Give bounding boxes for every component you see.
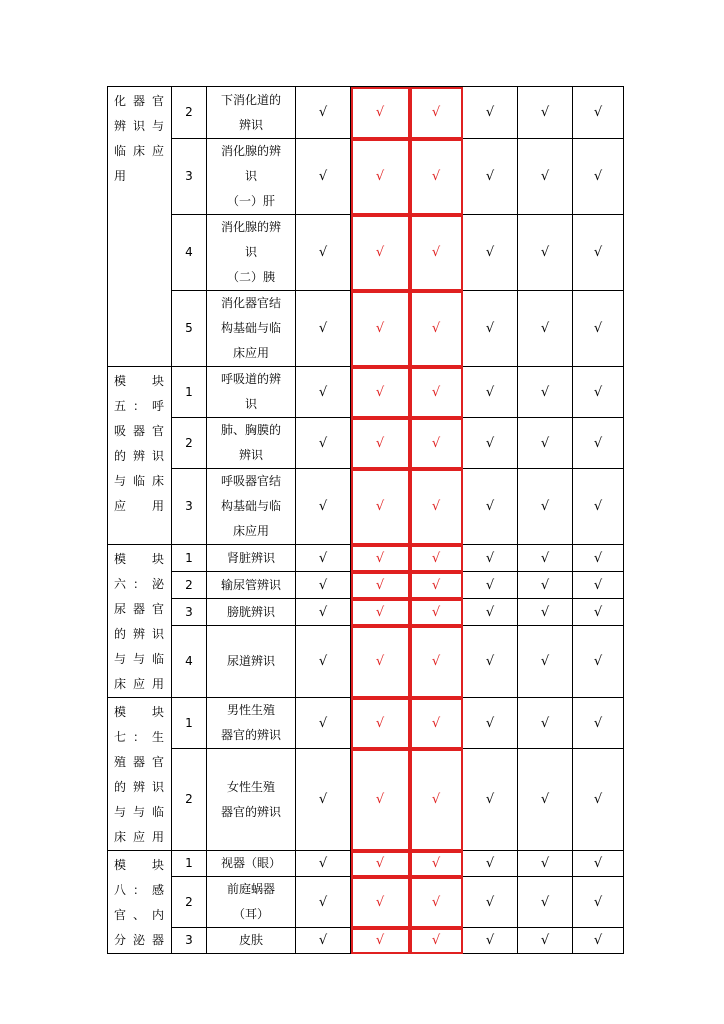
check-mark: √ (296, 572, 351, 599)
item-number: 2 (172, 418, 207, 469)
item-name-line: 尿道辨识 (226, 654, 275, 669)
module-line: 用 (114, 169, 128, 183)
table-row (108, 698, 624, 749)
table-row (108, 139, 624, 215)
table-row (108, 87, 624, 139)
highlighted-check-mark: √ (410, 749, 463, 851)
check-mark: √ (573, 291, 624, 367)
item-name (207, 877, 296, 928)
item-name (207, 626, 296, 698)
check-mark: √ (463, 545, 518, 572)
check-mark: √ (573, 215, 624, 291)
highlighted-check-mark: √ (410, 572, 463, 599)
check-mark: √ (518, 469, 573, 545)
check-mark: √ (463, 877, 518, 928)
module-line: 七：生 (114, 730, 165, 744)
table-row (108, 599, 624, 626)
table-row (108, 626, 624, 698)
check-mark: √ (573, 469, 624, 545)
item-number: 1 (172, 851, 207, 877)
check-mark: √ (296, 599, 351, 626)
check-mark: √ (463, 469, 518, 545)
course-table (107, 86, 624, 954)
item-name-line: 膀胱辨识 (226, 604, 275, 619)
item-name-line: 前庭蜗器 (226, 882, 275, 896)
check-mark: √ (573, 545, 624, 572)
check-mark: √ (518, 87, 573, 139)
highlighted-check-mark: √ (410, 139, 463, 215)
check-mark: √ (463, 87, 518, 139)
module-line: 床应用 (114, 830, 165, 844)
highlighted-check-mark: √ (351, 928, 410, 954)
highlighted-check-mark: √ (351, 572, 410, 599)
table-row (108, 291, 624, 367)
check-mark: √ (296, 291, 351, 367)
check-mark: √ (573, 626, 624, 698)
item-name (207, 139, 296, 215)
table-row (108, 749, 624, 851)
item-name-line: 识 (244, 169, 257, 183)
check-mark: √ (518, 215, 573, 291)
check-mark: √ (296, 877, 351, 928)
check-mark: √ (518, 572, 573, 599)
item-name (207, 572, 296, 599)
table-row (108, 928, 624, 954)
item-name-line: （一）肝 (226, 194, 275, 208)
item-name (207, 599, 296, 626)
item-name-line: 识 (244, 245, 257, 259)
item-number: 2 (172, 749, 207, 851)
module-line: 与临床 (114, 474, 165, 488)
item-name (207, 87, 296, 139)
item-name-line: （二）胰 (226, 270, 275, 284)
table-row (108, 877, 624, 928)
highlighted-check-mark: √ (410, 87, 463, 139)
check-mark: √ (296, 469, 351, 545)
highlighted-check-mark: √ (410, 928, 463, 954)
item-name-line: 肾脏辨识 (226, 550, 275, 565)
check-mark: √ (573, 367, 624, 418)
module-cell (108, 367, 172, 545)
check-mark: √ (296, 367, 351, 418)
item-name-line: 呼吸道的辨 (220, 372, 281, 386)
table-row (108, 215, 624, 291)
module-line: 殖器官 (114, 755, 165, 769)
item-number: 3 (172, 139, 207, 215)
item-name (207, 545, 296, 572)
check-mark: √ (518, 139, 573, 215)
item-number: 1 (172, 545, 207, 572)
check-mark: √ (463, 215, 518, 291)
table-row (108, 572, 624, 599)
check-mark: √ (573, 418, 624, 469)
check-mark: √ (518, 599, 573, 626)
highlighted-check-mark: √ (351, 599, 410, 626)
item-name-line: 呼吸器官结 (220, 474, 281, 488)
module-line: 尿器官 (114, 602, 165, 616)
check-mark: √ (296, 545, 351, 572)
item-number: 3 (172, 469, 207, 545)
check-mark: √ (463, 749, 518, 851)
module-line: 吸器官 (114, 424, 165, 438)
module-line: 的辨识 (114, 627, 165, 641)
item-number: 2 (172, 877, 207, 928)
item-name-line: 器官的辨识 (220, 728, 281, 742)
module-line: 的辨识 (114, 449, 165, 463)
item-name (207, 215, 296, 291)
item-name (207, 418, 296, 469)
highlighted-check-mark: √ (351, 626, 410, 698)
check-mark: √ (518, 626, 573, 698)
check-mark: √ (463, 367, 518, 418)
item-name (207, 698, 296, 749)
module-cell (108, 87, 172, 367)
module-line: 模 块 (114, 858, 165, 872)
module-line: 模 块 (114, 705, 165, 719)
highlighted-check-mark: √ (410, 545, 463, 572)
item-number: 4 (172, 626, 207, 698)
module-line: 辨识与 (114, 119, 165, 133)
highlighted-check-mark: √ (410, 367, 463, 418)
item-name (207, 928, 296, 954)
check-mark: √ (296, 418, 351, 469)
highlighted-check-mark: √ (351, 367, 410, 418)
check-mark: √ (296, 87, 351, 139)
check-mark: √ (296, 139, 351, 215)
highlighted-check-mark: √ (351, 877, 410, 928)
check-mark: √ (518, 291, 573, 367)
module-line: 五：呼 (114, 399, 165, 413)
module-line: 模 块 (114, 374, 165, 388)
check-mark: √ (518, 851, 573, 877)
check-mark: √ (296, 749, 351, 851)
module-line: 八：感 (114, 883, 165, 897)
check-mark: √ (463, 851, 518, 877)
check-mark: √ (573, 139, 624, 215)
module-line: 模 块 (114, 552, 165, 566)
check-mark: √ (518, 698, 573, 749)
item-number: 4 (172, 215, 207, 291)
module-line: 应用 (114, 499, 165, 513)
table-row (108, 851, 624, 877)
highlighted-check-mark: √ (410, 626, 463, 698)
item-name-line: 皮肤 (238, 933, 263, 947)
module-cell (108, 545, 172, 698)
check-mark: √ (463, 626, 518, 698)
item-number: 1 (172, 367, 207, 418)
module-line: 的辨识 (114, 780, 165, 794)
highlighted-check-mark: √ (351, 749, 410, 851)
module-line: 与与临 (114, 805, 165, 819)
item-number: 2 (172, 87, 207, 139)
item-number: 3 (172, 599, 207, 626)
check-mark: √ (463, 698, 518, 749)
item-name-line: 构基础与临 (220, 499, 281, 513)
highlighted-check-mark: √ (410, 418, 463, 469)
item-name (207, 749, 296, 851)
module-line: 临床应 (114, 144, 165, 158)
table-row (108, 367, 624, 418)
item-name-line: 识 (244, 397, 257, 411)
item-name-line: 床应用 (232, 524, 269, 538)
item-name (207, 851, 296, 877)
highlighted-check-mark: √ (351, 851, 410, 877)
module-line: 化器官 (114, 94, 165, 108)
highlighted-check-mark: √ (410, 215, 463, 291)
item-name-line: 输尿管辨识 (220, 577, 281, 592)
highlighted-check-mark: √ (351, 469, 410, 545)
item-name-line: 辨识 (238, 117, 263, 132)
check-mark: √ (573, 87, 624, 139)
item-name-line: 构基础与临 (220, 321, 281, 335)
check-mark: √ (518, 749, 573, 851)
item-number: 3 (172, 928, 207, 954)
item-name-line: 肺、胸膜的 (220, 423, 281, 437)
check-mark: √ (296, 928, 351, 954)
item-name (207, 469, 296, 545)
highlighted-check-mark: √ (410, 698, 463, 749)
item-name (207, 291, 296, 367)
highlighted-check-mark: √ (410, 851, 463, 877)
module-line: 官、内 (114, 908, 165, 922)
check-mark: √ (296, 215, 351, 291)
check-mark: √ (463, 572, 518, 599)
check-mark: √ (518, 367, 573, 418)
item-name-line: 女性生殖 (226, 779, 275, 794)
check-mark: √ (573, 749, 624, 851)
item-name-line: （耳） (232, 907, 269, 921)
check-mark: √ (463, 928, 518, 954)
table-row (108, 418, 624, 469)
item-number: 5 (172, 291, 207, 367)
item-name-line: 下消化道的 (220, 92, 281, 107)
check-mark: √ (573, 572, 624, 599)
item-name-line: 视器（眼） (220, 856, 281, 870)
check-mark: √ (296, 851, 351, 877)
item-name-line: 消化器官结 (220, 296, 281, 310)
highlighted-check-mark: √ (351, 291, 410, 367)
module-line: 分泌器 (114, 933, 165, 947)
check-mark: √ (296, 698, 351, 749)
check-mark: √ (573, 599, 624, 626)
module-line: 床应用 (114, 677, 165, 691)
item-name-line: 消化腺的辨 (220, 220, 281, 234)
item-name-line: 器官的辨识 (220, 804, 281, 819)
item-name-line: 床应用 (232, 346, 269, 360)
highlighted-check-mark: √ (351, 698, 410, 749)
check-mark: √ (573, 851, 624, 877)
check-mark: √ (573, 698, 624, 749)
highlighted-check-mark: √ (410, 599, 463, 626)
highlighted-check-mark: √ (351, 418, 410, 469)
highlighted-check-mark: √ (410, 877, 463, 928)
check-mark: √ (518, 545, 573, 572)
item-name-line: 消化腺的辨 (220, 144, 281, 158)
highlighted-check-mark: √ (410, 469, 463, 545)
check-mark: √ (296, 626, 351, 698)
check-mark: √ (463, 291, 518, 367)
table-row (108, 545, 624, 572)
check-mark: √ (518, 877, 573, 928)
item-number: 1 (172, 698, 207, 749)
item-name-line: 辨识 (238, 448, 263, 462)
check-mark: √ (463, 139, 518, 215)
highlighted-check-mark: √ (351, 87, 410, 139)
item-name-line: 男性生殖 (226, 703, 275, 717)
item-number: 2 (172, 572, 207, 599)
module-cell (108, 851, 172, 954)
check-mark: √ (573, 928, 624, 954)
check-mark: √ (518, 418, 573, 469)
table-row (108, 469, 624, 545)
check-mark: √ (463, 599, 518, 626)
check-mark: √ (573, 877, 624, 928)
highlighted-check-mark: √ (351, 545, 410, 572)
module-line: 与与临 (114, 652, 165, 666)
item-name (207, 367, 296, 418)
check-mark: √ (463, 418, 518, 469)
highlighted-check-mark: √ (410, 291, 463, 367)
module-line: 六：泌 (114, 577, 165, 591)
highlighted-check-mark: √ (351, 139, 410, 215)
check-mark: √ (518, 928, 573, 954)
module-cell (108, 698, 172, 851)
highlighted-check-mark: √ (351, 215, 410, 291)
